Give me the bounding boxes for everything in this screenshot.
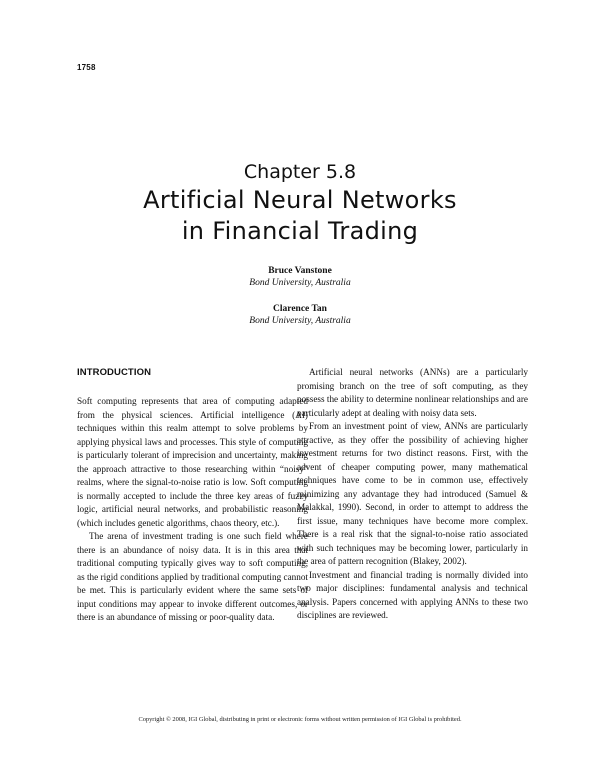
author-name: Clarence Tan — [273, 304, 327, 314]
author-affiliation: Bond University, Australia — [249, 278, 351, 288]
copyright-footer: Copyright © 2008, IGI Global, distributing in print or electronic forms without written permission of IGI Global is prohibited. — [138, 716, 462, 723]
author-name: Bruce Vanstone — [268, 266, 332, 276]
chapter-header — [0, 160, 600, 246]
author-affiliation: Bond University, Australia — [249, 316, 351, 326]
paragraph: From an investment point of view, ANNs are particularly attractive, as they offer the possibility of achieving higher investment returns for two distinct reasons. First, with the advent of cheaper computing power, many mathematical techniques have come to be in common use, effectively minimizing any advantage they had introduced (Samuel & Malakkal, 1990). Second, in order to attempt to address the first issue, many techniques have become more complex. There is a real risk that the signal-to-noise ratio associated with such techniques may be becoming lower, particularly in the area of pattern recognition (Blakey, 2002). — [297, 421, 528, 566]
paragraph: Investment and financial trading is normally divided into two major disciplines: fundamental analysis and technical analysis. Papers concerned with applying ANNs to these two disciplines are reviewed. — [297, 569, 528, 620]
page-number: 1758 — [77, 63, 96, 72]
chapter-title-line-1: Artificial Neural Networks — [143, 186, 457, 214]
right-column — [297, 366, 528, 623]
author-1 — [0, 265, 600, 289]
chapter-label: Chapter 5.8 — [243, 161, 357, 183]
chapter-title-line-2: in Financial Trading — [181, 217, 419, 245]
section-heading-introduction: INTRODUCTION — [77, 367, 152, 378]
paragraph: Soft computing represents that area of computing adapted from the physical sciences. Artificial intelligence (AI) techniques within this realm attempt to solve problems by applying physical laws and processes. This style of computing is particularly tolerant of imprecision and uncertainty, making the approach attractive to those researching within “noisy” realms, where the signal-to-noise ratio is low. Soft computing is normally accepted to include the three key areas of fuzzy logic, artificial neural networks, and probabilistic reasoning (which includes genetic algorithms, chaos theory, etc.). — [77, 396, 308, 528]
paragraph: Artificial neural networks (ANNs) are a particularly promising branch on the tree of soft computing, as they possess the ability to determine nonlinear relationships and are particularly adept at dealing with noisy data sets. — [297, 367, 528, 418]
paragraph: The arena of investment trading is one such field where there is an abundance of noisy data. It is in this area that traditional computing typically gives way to soft computing, as the rigid conditions applied by traditional computing cannot be met. This is particularly evident where the same sets of input conditions may appear to invoke different outcomes, or there is an abundance of missing or poor-quality data. — [77, 531, 308, 622]
author-2 — [0, 303, 600, 327]
left-column — [77, 366, 308, 625]
